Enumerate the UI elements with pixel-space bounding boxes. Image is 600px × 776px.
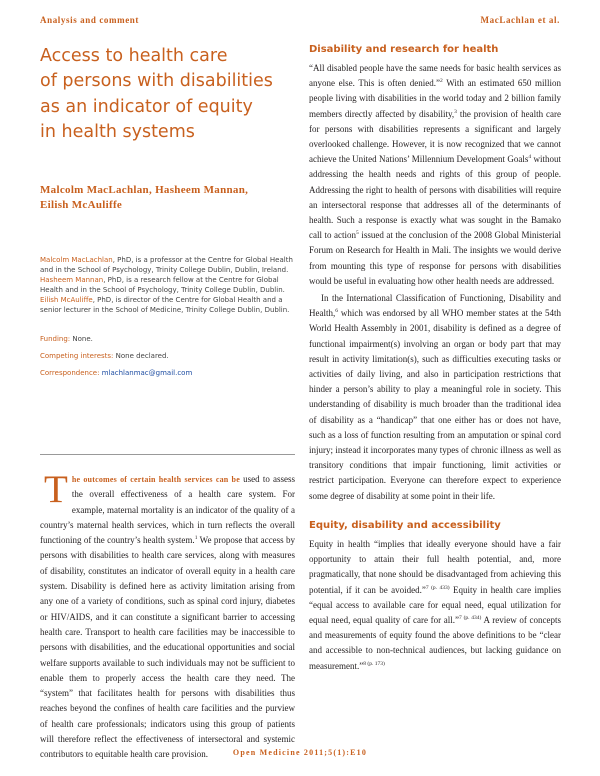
article-title [40, 44, 290, 146]
citation-ref: 2 [440, 78, 443, 85]
funding-statement [40, 335, 295, 344]
paragraph-text: With an estimated 650 million people living with disabilities in the world today and 2 billion family members directly affected by disability, [309, 78, 561, 119]
funding-label: Funding: [40, 335, 71, 343]
citation-ref: 3 [454, 108, 457, 115]
paragraph-text: which was endorsed by all WHO member states at the 54th World Health Assembly in 2001, disability is defined as a degree of functional impairment(s) involving an organ or body part that may result in activity limitation(s), such as difficulties executing tasks or activities of daily living, and also in participation restrictions that hinder a person’s ability to play a meaningful role in society. This understanding of disability is much broader than the traditional idea of disability as a “handicap” that one either has or does not have, such as a loss of function resulting from an amputation or spinal cord injury; instead it incorporates many types of chronic illness as well as transitory conditions that impair functioning, limit activities or restrict participation. Everyone can therefore expect to experience some degree of disability at some point in their life. [309, 308, 561, 501]
affiliations [40, 256, 295, 316]
running-header-section: Analysis and comment [40, 15, 140, 25]
affiliation-author: Eilish McAuliffe [40, 295, 93, 304]
drop-cap: T [44, 468, 68, 511]
correspondence-email-link[interactable]: mlachlanmac@gmail.com [99, 369, 193, 377]
paragraph-text: the provision of health care for persons with disabilities represents a significant and largely overlooked challenge. However, it is now recognized that we cannot achieve the United Nations’ Millennium Development Goals [309, 108, 561, 165]
paragraph [309, 61, 561, 289]
affiliation-author: Hasheem Mannan [40, 275, 104, 284]
running-header-authors: MacLachlan et al. [480, 15, 560, 25]
lead-in: he outcomes of certain health services can be [71, 475, 240, 484]
right-column [309, 44, 561, 674]
authors-line: Eilish McAuliffe [40, 199, 123, 212]
page-footer: Open Medicine 2011;5(1):E10 [232, 748, 368, 757]
affiliation-text: , PhD, is a research fellow at the Centre for Global Health and in the School of Psychology, Trinity College Dublin, Dublin. [40, 275, 285, 294]
citation-ref: 6 [335, 308, 338, 315]
affiliation-item [40, 296, 295, 316]
affiliation-author: Malcolm MacLachlan [40, 256, 113, 264]
intro-text: We propose that access by persons with disabilities to health care services, along with measures of disability, constitutes an indicator of overall equity in a health care system. Disability is defined here as activity limitation arising from any one of a variety of conditions, such as spinal cord injury, diabetes or HIV/AIDS, and it can constitute a significant barrier to accessing health care. Transport to health care facilities may be inaccessible to persons with disabilities, and the educational opportunities and social welfare supports available to such individuals may not be sufficient to enable them to properly access the health care they need. The “system” that facilitates health for persons with disabilities thus reaches beyond the confines of health care facilities and the purview of health care professionals; indicators using this group of patients will therefore reflect the effectiveness of intersectoral and systemic contributors to equitable health care provision. [40, 535, 295, 760]
citation-ref: 8 (p. 173) [363, 660, 385, 667]
citation-ref: 7 (p. 433) [425, 584, 450, 591]
correspondence [40, 369, 295, 378]
affiliation-item [40, 256, 295, 276]
paragraph-text: Equity in health “implies that ideally everyone should have a fair opportunity to attain their full health potential, and, more pragmatically, that none should be disadvantaged from achieving this potential, if it can be avoided.” [309, 538, 561, 595]
affiliation-item [40, 276, 295, 296]
paragraph-text: “All disabled people have the same needs for basic health services as anyone else. This is often denied.” [309, 63, 561, 89]
title-line: as an indicator of equity [40, 96, 253, 117]
affiliation-text: , PhD, is director of the Centre for Global Health and a senior lecturer in the School of Medicine, Trinity College Dublin, Dublin. [40, 295, 290, 314]
paragraph-text: Equity in health care implies “equal access to available care for equal need, equal utilization for equal need, equal quality of care for all.” [309, 584, 561, 625]
citation-ref: 7 (p. 434) [459, 614, 482, 621]
competing-label: Competing interests: [40, 352, 114, 360]
funding-value: None. [70, 335, 93, 343]
title-line: Access to health care [40, 46, 228, 66]
section-heading-equity: Equity, disability and accessibility [309, 519, 501, 531]
citation-ref: 1 [194, 535, 198, 542]
intro-text: used to assess the overall effectiveness of a health care system. For example, maternal mortality is an indicator of the quality of a country’s maternal health services, which in turn reflects the overall functioning of the country’s health system. [40, 474, 295, 546]
authors-line: Malcolm MacLachlan, Hasheem Mannan, [40, 184, 249, 196]
paragraph [309, 537, 561, 674]
competing-interests [40, 352, 295, 361]
author-list [40, 183, 295, 214]
intro-paragraph [40, 468, 295, 763]
affiliation-text: , PhD, is a professor at the Centre for Global Health and in the School of Psychology, Trinity College Dublin, Dublin, Ireland. [40, 256, 293, 274]
paragraph [309, 291, 561, 504]
title-line: in health systems [40, 122, 195, 143]
title-line: of persons with disabilities [40, 71, 273, 92]
paragraph-text: without addressing the health needs and rights of this group of people. Addressing the right to health of persons with disabilities will require an intersectoral response that addresses all of the determinants of health. Such a response is exactly what was sought in the Bamako call to action [309, 154, 561, 241]
section-heading-disability-research: Disability and research for health [309, 44, 499, 55]
paragraph-text: issued at the conclusion of the 2008 Global Ministerial Forum on Research for Health in Mali. The insights we would derive from mounting this type of response for persons with disabilities would be useful in evaluating how other health needs are addressed. [309, 230, 562, 286]
paragraph-text: A review of concepts and measurements of equity found the above definitions to be “clear and accessible to non-technical audiences, but lacking guidance on measurement.” [309, 614, 561, 671]
correspondence-label: Correspondence: [40, 369, 100, 377]
section-divider [40, 454, 295, 455]
paragraph-text: In the International Classification of Functioning, Disability and Health, [309, 293, 561, 319]
competing-value: None declared. [113, 352, 169, 360]
citation-ref: 5 [356, 230, 359, 237]
citation-ref: 4 [528, 154, 532, 161]
